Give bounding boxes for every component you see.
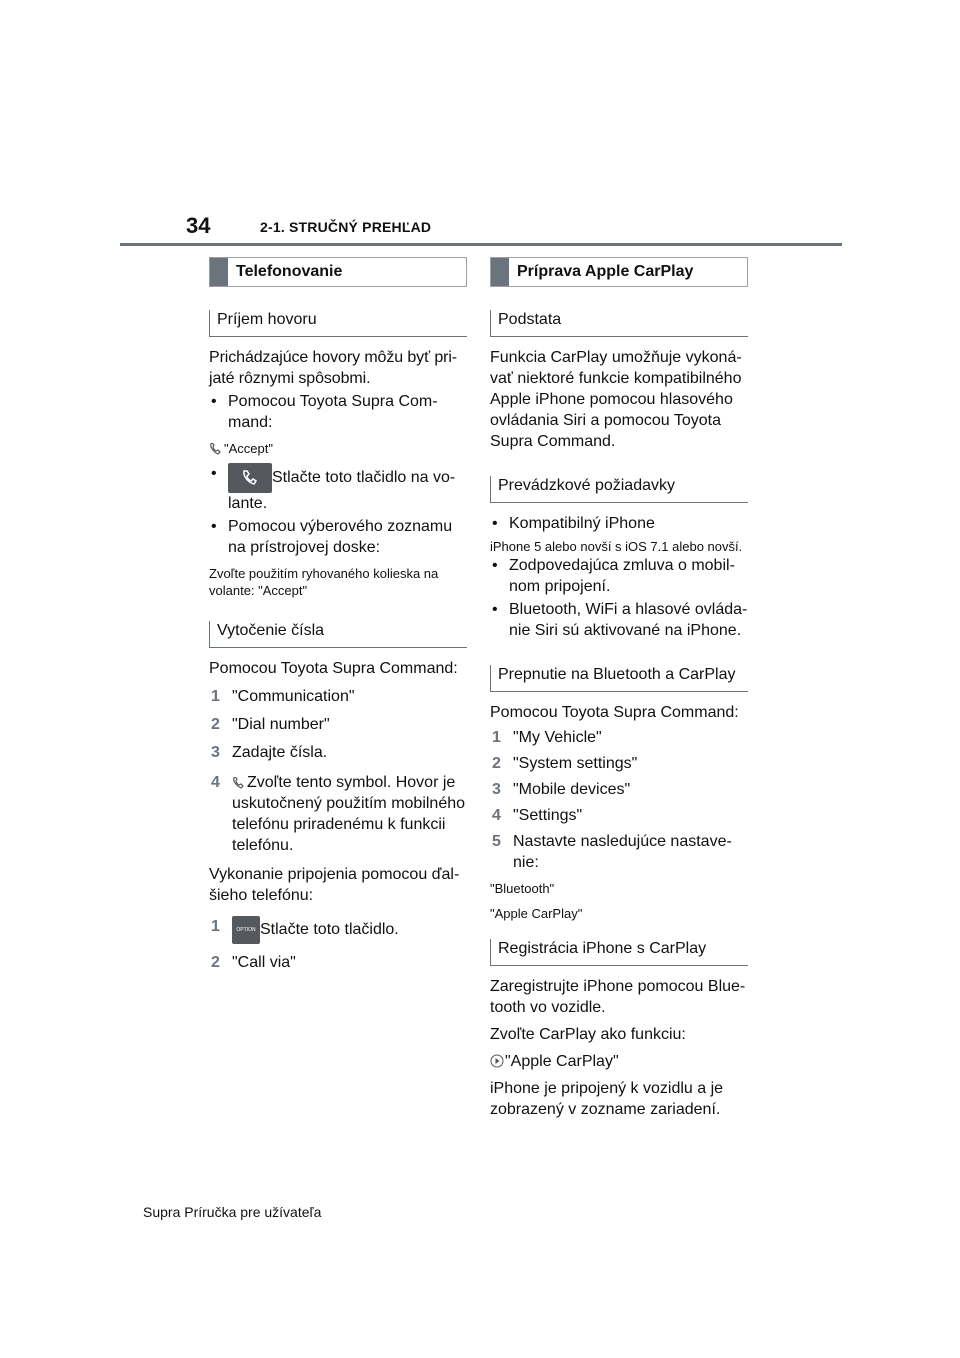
register-result: iPhone je pripojený k vozidlu a je zobrazený v zozname zariadení. (490, 1080, 724, 1118)
other-phone-intro: Vykonanie pripojenia pomocou ďal-šieho telefónu: (209, 866, 460, 904)
chapter-title: 2-1. STRUČNÝ PREHĽAD (260, 219, 432, 235)
heading-marker (491, 258, 509, 286)
subheading-register-iphone: Registrácia iPhone s CarPlay (490, 939, 748, 966)
bullet-contract: • Zodpovedajúca zmluva o mobil-nom pripojení. (492, 557, 735, 595)
subheading-switch-bluetooth: Prepnutie na Bluetooth a CarPlay (490, 665, 748, 692)
controller-note: Zvoľte použitím ryhovaného kolieska na volante: "Accept" (209, 566, 439, 598)
page-number: 34 (186, 213, 211, 238)
subheading-requirements: Prevádzkové požiadavky (490, 476, 748, 503)
switch-step: 2 "System settings" (492, 755, 638, 772)
bullet-steering-button: • Stlačte toto tlačidlo na vo-lante. (211, 465, 456, 512)
basics-text: Funkcia CarPlay umožňuje vykoná-vať niektoré funkcie kompatibilného Apple iPhone pomocou hlasového ovládania Siri a pomocou Toyota Supra Command. (490, 349, 742, 450)
switch-step: 5 Nastavte nasledujúce nastave-nie: (492, 833, 732, 871)
incoming-intro: Prichádzajúce hovory môžu byť pri-jaté rôznymi spôsobmi. (209, 349, 458, 387)
dial-step: 3 Zadajte čísla. (211, 744, 328, 761)
phone-icon (232, 777, 246, 789)
left-column (209, 257, 467, 973)
switch-step: 1 "My Vehicle" (492, 729, 602, 746)
play-arrow-icon (490, 1054, 504, 1068)
bullet-compatible-iphone: • Kompatibilný iPhone (492, 515, 655, 532)
heading-marker (210, 258, 228, 286)
setting-apple-carplay: "Apple CarPlay" (490, 906, 583, 921)
subheading-dial-number: Vytočenie čísla (209, 621, 467, 648)
phone-handset-icon (240, 468, 260, 488)
option-button: OPTION (232, 916, 260, 944)
section-heading-telefonovanie: Telefonovanie (209, 257, 467, 287)
section-heading-carplay: Príprava Apple CarPlay (490, 257, 748, 287)
accept-command: "Accept" (209, 440, 467, 457)
register-text: Zaregistrujte iPhone pomocou Blue-tooth vo vozidle. (490, 978, 746, 1016)
subheading-incoming-call: Príjem hovoru (209, 310, 467, 337)
subheading-basics: Podstata (490, 310, 748, 337)
switch-intro: Pomocou Toyota Supra Command: (490, 704, 739, 721)
register-choose: Zvoľte CarPlay ako funkciu: (490, 1026, 686, 1043)
right-column (490, 257, 748, 1120)
iphone-version-note: iPhone 5 alebo novší s iOS 7.1 alebo novší. (490, 539, 743, 554)
switch-step: 4 "Settings" (492, 807, 583, 824)
switch-step: 3 "Mobile devices" (492, 781, 631, 798)
dial-intro: Pomocou Toyota Supra Command: (209, 660, 458, 677)
steering-wheel-phone-button (228, 463, 272, 493)
bullet-selection-list: • Pomocou výberového zoznamu na prístrojovej doske: (211, 518, 453, 556)
setting-bluetooth: "Bluetooth" (490, 881, 555, 896)
header-rule (120, 243, 842, 246)
other-phone-step: 2 "Call via" (211, 954, 296, 971)
bullet-bluetooth-wifi: • Bluetooth, WiFi a hlasové ovláda-nie Siri sú aktivované na iPhone. (492, 601, 748, 639)
register-option: "Apple CarPlay" (490, 1051, 748, 1072)
dial-step: 2 "Dial number" (211, 716, 330, 733)
dial-step: 4 Zvoľte tento symbol. Hovor je uskutočnený použitím mobilného telefónu priradenému k funkcii telefónu. (211, 774, 466, 854)
bullet-supra-command: • Pomocou Toyota Supra Com-mand: (211, 393, 438, 431)
phone-icon (209, 443, 223, 455)
dial-step: 1 "Communication" (211, 688, 355, 705)
other-phone-step: 1 OPTION Stlačte toto tlačidlo. (209, 916, 467, 944)
footer-manual-title: Supra Príručka pre užívateľa (143, 1204, 322, 1220)
